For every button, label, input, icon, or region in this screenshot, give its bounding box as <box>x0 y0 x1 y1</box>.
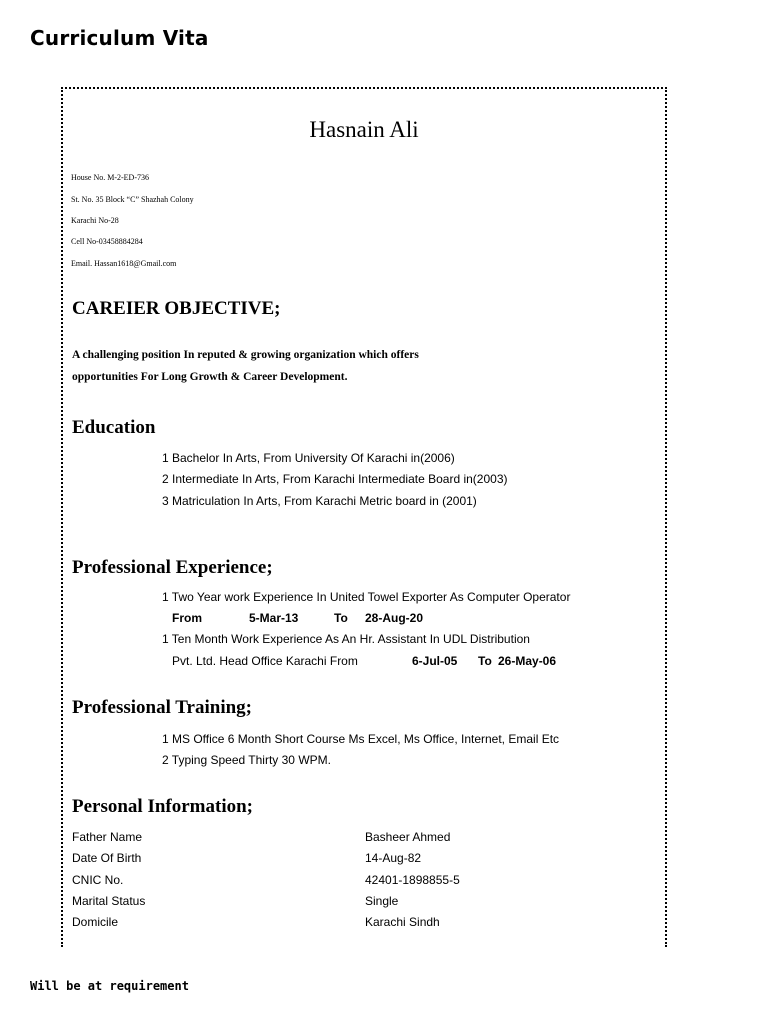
experience-2-to-date: 26-May-06 <box>498 654 557 668</box>
objective-text <box>72 344 419 388</box>
experience-2-to-label: To <box>478 654 492 668</box>
personal-value: Basheer Ahmed <box>365 830 451 844</box>
contact-city: Karachi No-28 <box>71 216 119 225</box>
personal-value: Karachi Sindh <box>365 915 440 929</box>
personal-label: Marital Status <box>72 894 146 908</box>
contact-address-1: House No. M-2-ED-736 <box>71 173 149 182</box>
education-item: 1 Bachelor In Arts, From University Of Karachi in(2006) <box>162 451 455 465</box>
contact-email: Email. Hassan1618@Gmail.com <box>71 259 177 268</box>
contact-address-2: St. No. 35 Block “C” Shazhah Colony <box>71 195 194 204</box>
personal-label: Father Name <box>72 830 143 844</box>
personal-heading: Personal Information; <box>72 796 254 817</box>
experience-2-from-date: 6-Jul-05 <box>412 654 458 668</box>
training-item: 1 MS Office 6 Month Short Course Ms Excel, Ms Office, Internet, Email Etc <box>162 732 560 746</box>
personal-value: 42401-1898855-5 <box>365 873 460 887</box>
experience-item-2: 1 Ten Month Work Experience As An Hr. Assistant In UDL Distribution <box>162 632 530 646</box>
training-heading: Professional Training; <box>72 697 252 718</box>
objective-heading: CAREIER OBJECTIVE; <box>72 298 281 319</box>
candidate-name: Hasnain Ali <box>309 117 419 142</box>
personal-label: Date Of Birth <box>72 851 142 865</box>
contact-cell: Cell No-03458884284 <box>71 237 143 246</box>
personal-value: 14-Aug-82 <box>365 851 422 865</box>
training-item: 2 Typing Speed Thirty 30 WPM. <box>162 753 331 767</box>
experience-1-from-date: 5-Mar-13 <box>249 611 299 625</box>
education-item: 3 Matriculation In Arts, From Karachi Metric board in (2001) <box>162 494 477 508</box>
page-title: Curriculum Vita <box>30 26 209 50</box>
objective-line-1: A challenging position In reputed & growing organization which offers <box>72 349 419 361</box>
experience-item-1: 1 Two Year work Experience In United Towel Exporter As Computer Operator <box>162 590 571 604</box>
education-item: 2 Intermediate In Arts, From Karachi Intermediate Board in(2003) <box>162 472 508 486</box>
objective-line-2: opportunities For Long Growth & Career Development. <box>72 371 348 383</box>
education-heading: Education <box>72 417 156 438</box>
experience-2-line-2: Pvt. Ltd. Head Office Karachi From <box>172 654 358 668</box>
footer-note: Will be at requirement <box>30 979 189 993</box>
experience-heading: Professional Experience; <box>72 557 273 578</box>
personal-label: Domicile <box>72 915 119 929</box>
personal-label: CNIC No. <box>72 873 124 887</box>
personal-value: Single <box>365 894 399 908</box>
experience-1-to-label: To <box>334 611 348 625</box>
cv-frame <box>61 87 667 947</box>
experience-1-from-label: From <box>172 611 202 625</box>
experience-1-to-date: 28-Aug-20 <box>365 611 424 625</box>
